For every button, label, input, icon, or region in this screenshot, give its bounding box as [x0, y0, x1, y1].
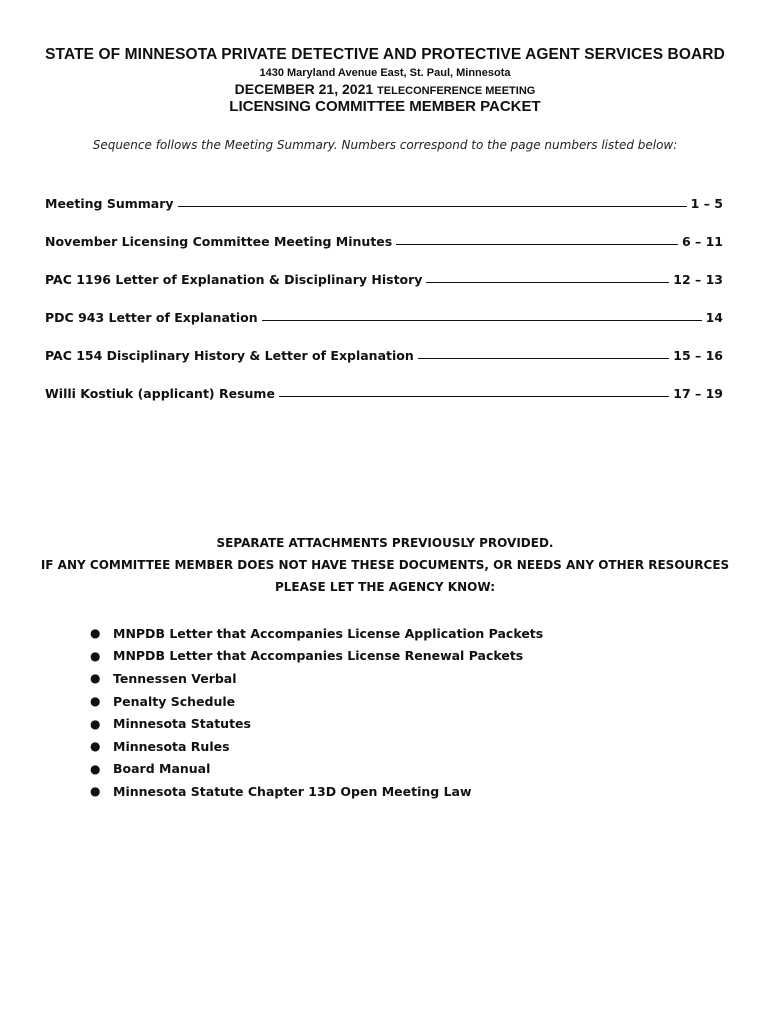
meeting-type: TELECONFERENCE MEETING: [377, 85, 536, 97]
list-item: [90, 712, 543, 735]
list-item: [90, 780, 543, 803]
toc-leader: [418, 358, 670, 359]
bullet-icon: ●: [90, 671, 101, 686]
board-address: 1430 Maryland Avenue East, St. Paul, Minnesota: [259, 67, 511, 79]
bullet-icon: ●: [90, 784, 101, 799]
list-item: [90, 735, 543, 758]
meeting-date: DECEMBER 21, 2021: [234, 81, 374, 97]
toc-leader: [426, 282, 669, 283]
bullet-icon: ●: [90, 716, 101, 731]
list-item-label: Minnesota Rules: [113, 738, 230, 754]
toc-label: November Licensing Committee Meeting Minutes: [45, 234, 393, 249]
board-title: STATE OF MINNESOTA PRIVATE DETECTIVE AND PROTECTIVE AGENT SERVICES BOARD: [45, 46, 725, 63]
bullet-icon: ●: [90, 626, 101, 641]
notice-line-3: PLEASE LET THE AGENCY KNOW:: [274, 580, 495, 594]
list-item-label: MNPDB Letter that Accompanies License Renewal Packets: [113, 648, 524, 664]
toc-label: Meeting Summary: [45, 196, 174, 211]
toc-pages: 14: [705, 310, 723, 325]
list-item-label: Minnesota Statute Chapter 13D Open Meeting Law: [113, 783, 472, 799]
attachments-list: [90, 622, 543, 803]
list-item: [90, 690, 543, 713]
notice-line-1: SEPARATE ATTACHMENTS PREVIOUSLY PROVIDED.: [216, 536, 554, 550]
toc-leader: [262, 320, 702, 321]
toc-entry: [45, 383, 723, 401]
list-item: [90, 645, 543, 668]
notice-line-2: IF ANY COMMITTEE MEMBER DOES NOT HAVE THESE DOCUMENTS, OR NEEDS ANY OTHER RESOURCES: [40, 558, 730, 572]
toc-entry: [45, 231, 723, 249]
toc-pages: 1 – 5: [690, 196, 723, 211]
list-item: [90, 622, 543, 645]
list-item-label: Penalty Schedule: [113, 693, 236, 709]
list-item-label: Minnesota Statutes: [113, 716, 251, 732]
toc-pages: 15 – 16: [673, 348, 723, 363]
toc-entry: [45, 269, 723, 287]
toc-pages: 12 – 13: [673, 272, 723, 287]
toc-leader: [279, 396, 669, 397]
meeting-line: [0, 81, 770, 97]
toc-leader: [178, 206, 687, 207]
intro-text: Sequence follows the Meeting Summary. Numbers correspond to the page numbers listed below:: [92, 138, 678, 152]
toc-pages: 6 – 11: [681, 234, 723, 249]
toc-label: PDC 943 Letter of Explanation: [45, 310, 258, 325]
list-item-label: Tennessen Verbal: [113, 670, 237, 686]
packet-title: LICENSING COMMITTEE MEMBER PACKET: [229, 98, 541, 115]
toc-entry: [45, 345, 723, 363]
toc-entry: [45, 307, 723, 325]
toc-pages: 17 – 19: [673, 386, 723, 401]
toc-entry: [45, 193, 723, 211]
bullet-icon: ●: [90, 648, 101, 663]
toc-label: Willi Kostiuk (applicant) Resume: [45, 386, 275, 401]
list-item-label: Board Manual: [113, 761, 211, 777]
bullet-icon: ●: [90, 694, 101, 709]
toc-label: PAC 1196 Letter of Explanation & Disciplinary History: [45, 272, 423, 287]
bullet-icon: ●: [90, 761, 101, 776]
toc-leader: [396, 244, 678, 245]
list-item: [90, 758, 543, 781]
list-item-label: MNPDB Letter that Accompanies License Application Packets: [113, 625, 544, 641]
list-item: [90, 667, 543, 690]
toc-label: PAC 154 Disciplinary History & Letter of Explanation: [45, 348, 414, 363]
bullet-icon: ●: [90, 739, 101, 754]
